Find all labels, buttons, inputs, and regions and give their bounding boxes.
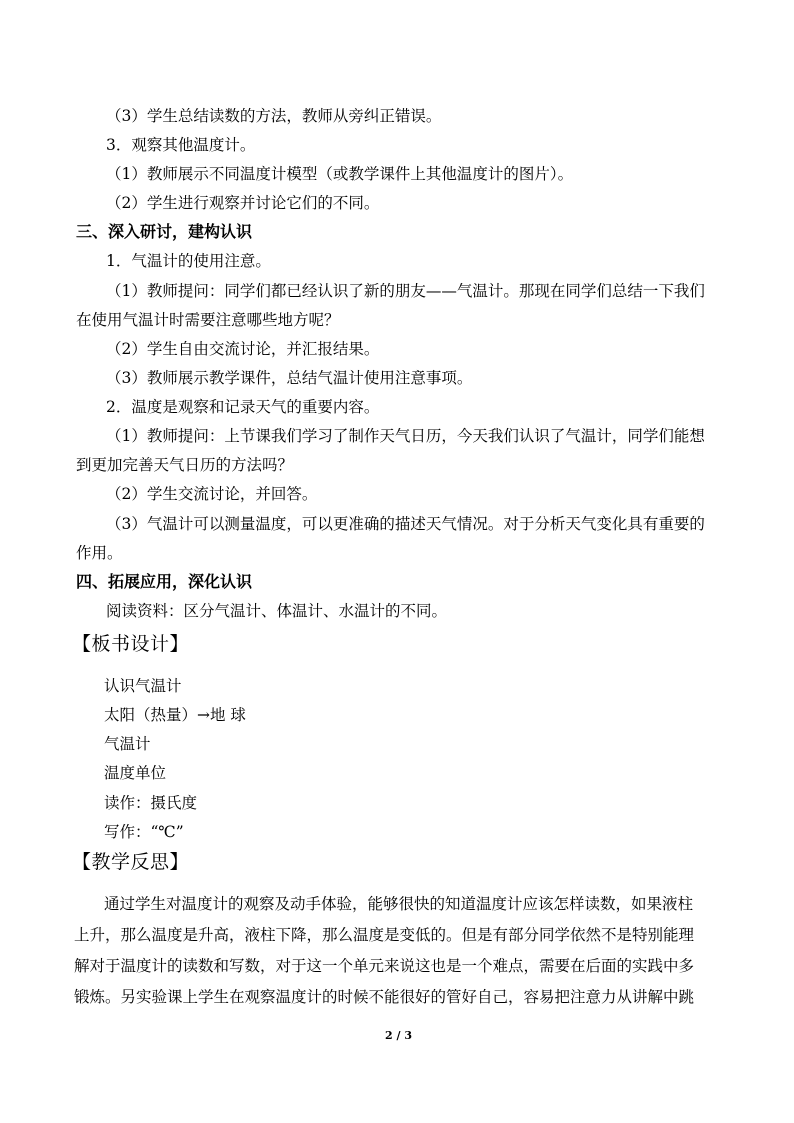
- paragraph: （2）学生自由交流讨论，并汇报结果。: [106, 340, 380, 358]
- paragraph: 3．观察其他温度计。: [106, 136, 256, 154]
- reflection-heading: 【教学反思】: [72, 851, 190, 873]
- paragraph: （3）气温计可以测量温度，可以更准确的描述天气情况。对于分析天气变化具有重要的: [106, 515, 705, 533]
- section-heading: 三、深入研讨，建构认识: [76, 222, 253, 241]
- paragraph: （1）教师提问：上节课我们学习了制作天气日历，今天我们认识了气温计，同学们能想: [106, 427, 705, 445]
- reflection-line: 通过学生对温度计的观察及动手体验，能够很快的知道温度计应该怎样读数，如果液柱: [104, 895, 694, 913]
- paragraph: （2）学生交流讨论，并回答。: [106, 485, 318, 503]
- reflection-line: 上升，那么温度是升高，液柱下降，那么温度是变低的。但是有部分同学依然不是特别能理: [74, 926, 695, 944]
- paragraph-continuation: 在使用气温计时需要注意哪些地方呢？: [76, 311, 340, 329]
- reflection-line: 解对于温度计的读数和写数，对于这一个单元来说这也是一个难点，需要在后面的实践中多: [74, 957, 695, 975]
- page-number: 2 / 3: [385, 1029, 412, 1042]
- paragraph: （2）学生进行观察并讨论它们的不同。: [106, 194, 380, 212]
- paragraph: （1）教师提问：同学们都已经认识了新的朋友——气温计。那现在同学们总结一下我们: [106, 282, 705, 300]
- board-item: 温度单位: [104, 764, 167, 782]
- paragraph: 阅读资料：区分气温计、体温计、水温计的不同。: [106, 602, 448, 620]
- paragraph: 2．温度是观察和记录天气的重要内容。: [106, 398, 380, 416]
- paragraph: （1）教师展示不同温度计模型（或教学课件上其他温度计的图片）。: [106, 165, 574, 183]
- paragraph: （3）教师展示教学课件，总结气温计使用注意事项。: [106, 369, 473, 387]
- board-item: 读作：摄氏度: [104, 794, 198, 812]
- board-item: 太阳（热量）→地 球: [104, 706, 246, 724]
- section-heading: 四、拓展应用，深化认识: [76, 572, 253, 591]
- paragraph: （3）学生总结读数的方法，教师从旁纠正错误。: [106, 107, 442, 125]
- paragraph: 1．气温计的使用注意。: [106, 252, 271, 270]
- paragraph-continuation: 到更加完善天气日历的方法吗？: [76, 456, 294, 474]
- board-design-heading: 【板书设计】: [72, 633, 190, 655]
- board-item: 认识气温计: [104, 677, 182, 695]
- board-item: 气温计: [104, 735, 151, 753]
- board-item: 写作：“℃”: [104, 823, 184, 841]
- reflection-line: 锻炼。另实验课上学生在观察温度计的时候不能很好的管好自己，容易把注意力从讲解中跳: [74, 988, 695, 1006]
- paragraph-continuation: 作用。: [76, 544, 123, 562]
